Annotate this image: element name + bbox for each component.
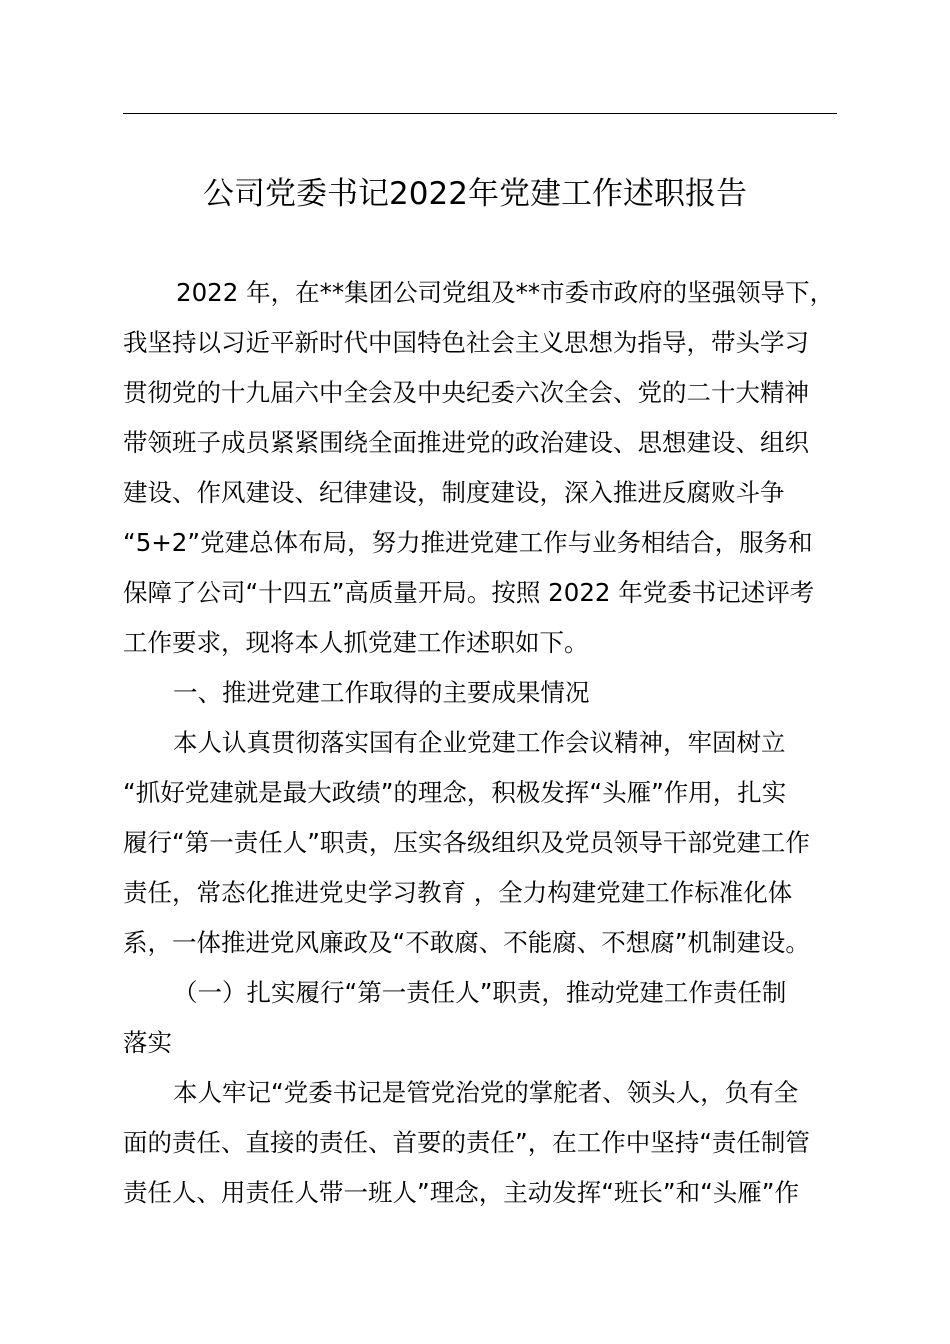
body-line-13: 系，一体推进党风廉政及“不敢腐、不能腐、不想腐”机制建设。 [123,928,810,957]
body-line-8: 工作要求，现将本人抓党建工作述职如下。 [123,628,589,657]
body-line-1: 2022 年，在**集团公司党组及**市委市政府的坚强领导下， [176,278,835,307]
body-line-9: 本人认真贯彻落实国有企业党建工作会议精神，牢固树立 [173,728,786,757]
document-title: 公司党委书记2022年党建工作述职报告 [203,176,747,212]
body-line-12: 责任，常态化推进党史学习教育 ，全力构建党建工作标准化体 [123,878,793,907]
body-line-7: 保障了公司“十四五”高质量开局。按照 2022 年党委书记述评考 [123,578,815,607]
subsection-heading-1-cont: 落实 [123,1028,172,1057]
body-line-10: “抓好党建就是最大政绩”的理念，积极发挥“头雁”作用，扎实 [123,778,787,807]
subsection-heading-1: （一）扎实履行“第一责任人”职责，推动党建工作责任制 [173,978,787,1007]
body-line-15: 面的责任、直接的责任、首要的责任”，在工作中坚持“责任制管 [123,1128,810,1157]
header-rule [123,113,837,114]
body-line-6: “5+2”党建总体布局，努力推进党建工作与业务相结合，服务和 [123,528,813,557]
section-heading-1: 一、推进党建工作取得的主要成果情况 [173,678,590,707]
body-line-16: 责任人、用责任人带一班人”理念，主动发挥“班长”和“头雁”作 [123,1178,799,1207]
body-line-5: 建设、作风建设、纪律建设，制度建设，深入推进反腐败斗争 [123,478,785,507]
body-line-3: 贯彻党的十九届六中全会及中央纪委六次全会、党的二十大精神 [123,378,809,407]
body-line-11: 履行“第一责任人”职责，压实各级组织及党员领导干部党建工作 [123,828,810,857]
body-line-2: 我坚持以习近平新时代中国特色社会主义思想为指导，带头学习 [123,328,809,357]
body-line-14: 本人牢记“党委书记是管党治党的掌舵者、领头人，负有全 [173,1078,799,1107]
body-line-4: 带领班子成员紧紧围绕全面推进党的政治建设、思想建设、组织 [123,428,809,457]
